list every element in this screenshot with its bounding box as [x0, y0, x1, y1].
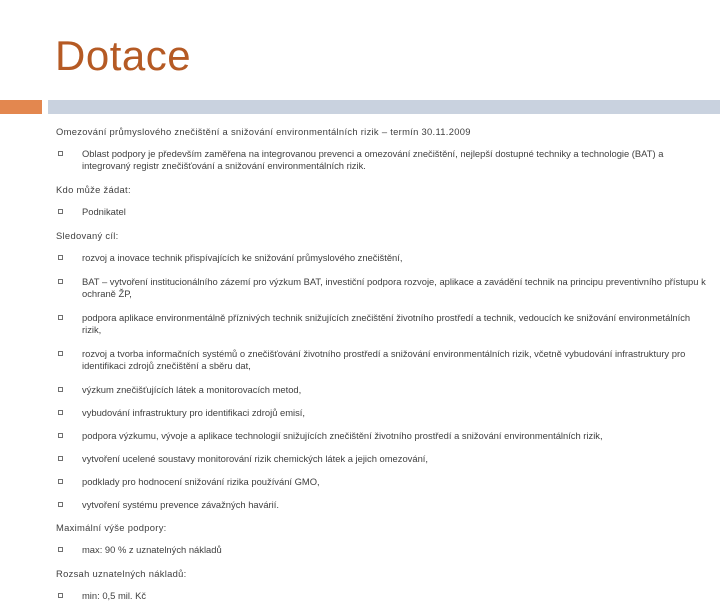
list-item-text: max: 90 % z uznatelných nákladů — [82, 544, 222, 555]
square-bullet-icon — [58, 456, 63, 461]
applicant-label: Kdo může žádat: — [56, 184, 131, 195]
list-item-text: rozvoj a tvorba informačních systémů o znečišťování životního prostředí a snižování environmentálních rizik, včetně vybudování infrastruktury pro identifikaci zdrojů znečištění a sběru dat, — [82, 348, 686, 371]
list-item-text: Oblast podpory je především zaměřena na integrovanou prevenci a omezování znečištění, nejlepší dostupné techniky a technologie (BAT) a integrovaný registr znečišťování a snižování environmentálních rizik. — [82, 148, 664, 171]
list-item — [56, 276, 711, 300]
square-bullet-icon — [58, 547, 63, 552]
square-bullet-icon — [58, 351, 63, 356]
accent-bar-blue — [48, 100, 720, 114]
intro-text: Omezování průmyslového znečištění a snižování environmentálních rizik – termín 30.11.2009 — [56, 126, 471, 137]
list-item-text: BAT – vytvoření institucionálního zázemí pro výzkum BAT, investiční podpora rozvoje, aplikace a zavádění technik na principu preventivního přístupu k ochraně ŽP, — [82, 276, 706, 299]
list-item-text: podklady pro hodnocení snižování rizika používání GMO, — [82, 476, 320, 487]
list-item-text: rozvoj a inovace technik přispívajících ke snižování průmyslového znečištění, — [82, 252, 403, 263]
slide-body — [56, 126, 711, 614]
slide-title: Dotace — [55, 32, 192, 79]
list-item — [56, 476, 711, 488]
max-support-label: Maximální výše podpory: — [56, 522, 167, 533]
square-bullet-icon — [58, 433, 63, 438]
goal-label: Sledovaný cíl: — [56, 230, 119, 241]
square-bullet-icon — [58, 151, 63, 156]
list-item-text: vytvoření systému prevence závažných havárií. — [82, 499, 279, 510]
square-bullet-icon — [58, 387, 63, 392]
list-item — [56, 407, 711, 419]
square-bullet-icon — [58, 209, 63, 214]
list-item — [56, 348, 711, 372]
square-bullet-icon — [58, 593, 63, 598]
list-item — [56, 544, 711, 556]
square-bullet-icon — [58, 479, 63, 484]
square-bullet-icon — [58, 315, 63, 320]
list-item — [56, 453, 711, 465]
list-item-text: vytvoření ucelené soustavy monitorování rizik chemických látek a jejich omezování, — [82, 453, 428, 464]
square-bullet-icon — [58, 279, 63, 284]
cost-range-label: Rozsah uznatelných nákladů: — [56, 568, 187, 579]
list-item — [56, 148, 711, 172]
list-item-text: min: 0,5 mil. Kč — [82, 590, 147, 601]
list-item — [56, 499, 711, 511]
list-item-text: podpora výzkumu, vývoje a aplikace technologií snižujících znečištění životního prostředí a snižování environmentálních rizik, — [82, 430, 603, 441]
list-item-text: podpora aplikace environmentálně příznivých technik snižujících znečištění životního prostředí a technik, vedoucích ke snižování environmetálních rizik, — [82, 312, 691, 335]
list-item — [56, 590, 711, 602]
list-item-text: vybudování infrastruktury pro identifikaci zdrojů emisí, — [82, 407, 306, 418]
list-item-text: Podnikatel — [82, 206, 126, 217]
square-bullet-icon — [58, 502, 63, 507]
list-item-text: výzkum znečišťujících látek a monitorovacích metod, — [82, 384, 302, 395]
list-item — [56, 312, 711, 336]
accent-bar-orange — [0, 100, 42, 114]
list-item — [56, 430, 711, 442]
list-item — [56, 384, 711, 396]
square-bullet-icon — [58, 410, 63, 415]
list-item — [56, 252, 711, 264]
list-item — [56, 206, 711, 218]
square-bullet-icon — [58, 255, 63, 260]
